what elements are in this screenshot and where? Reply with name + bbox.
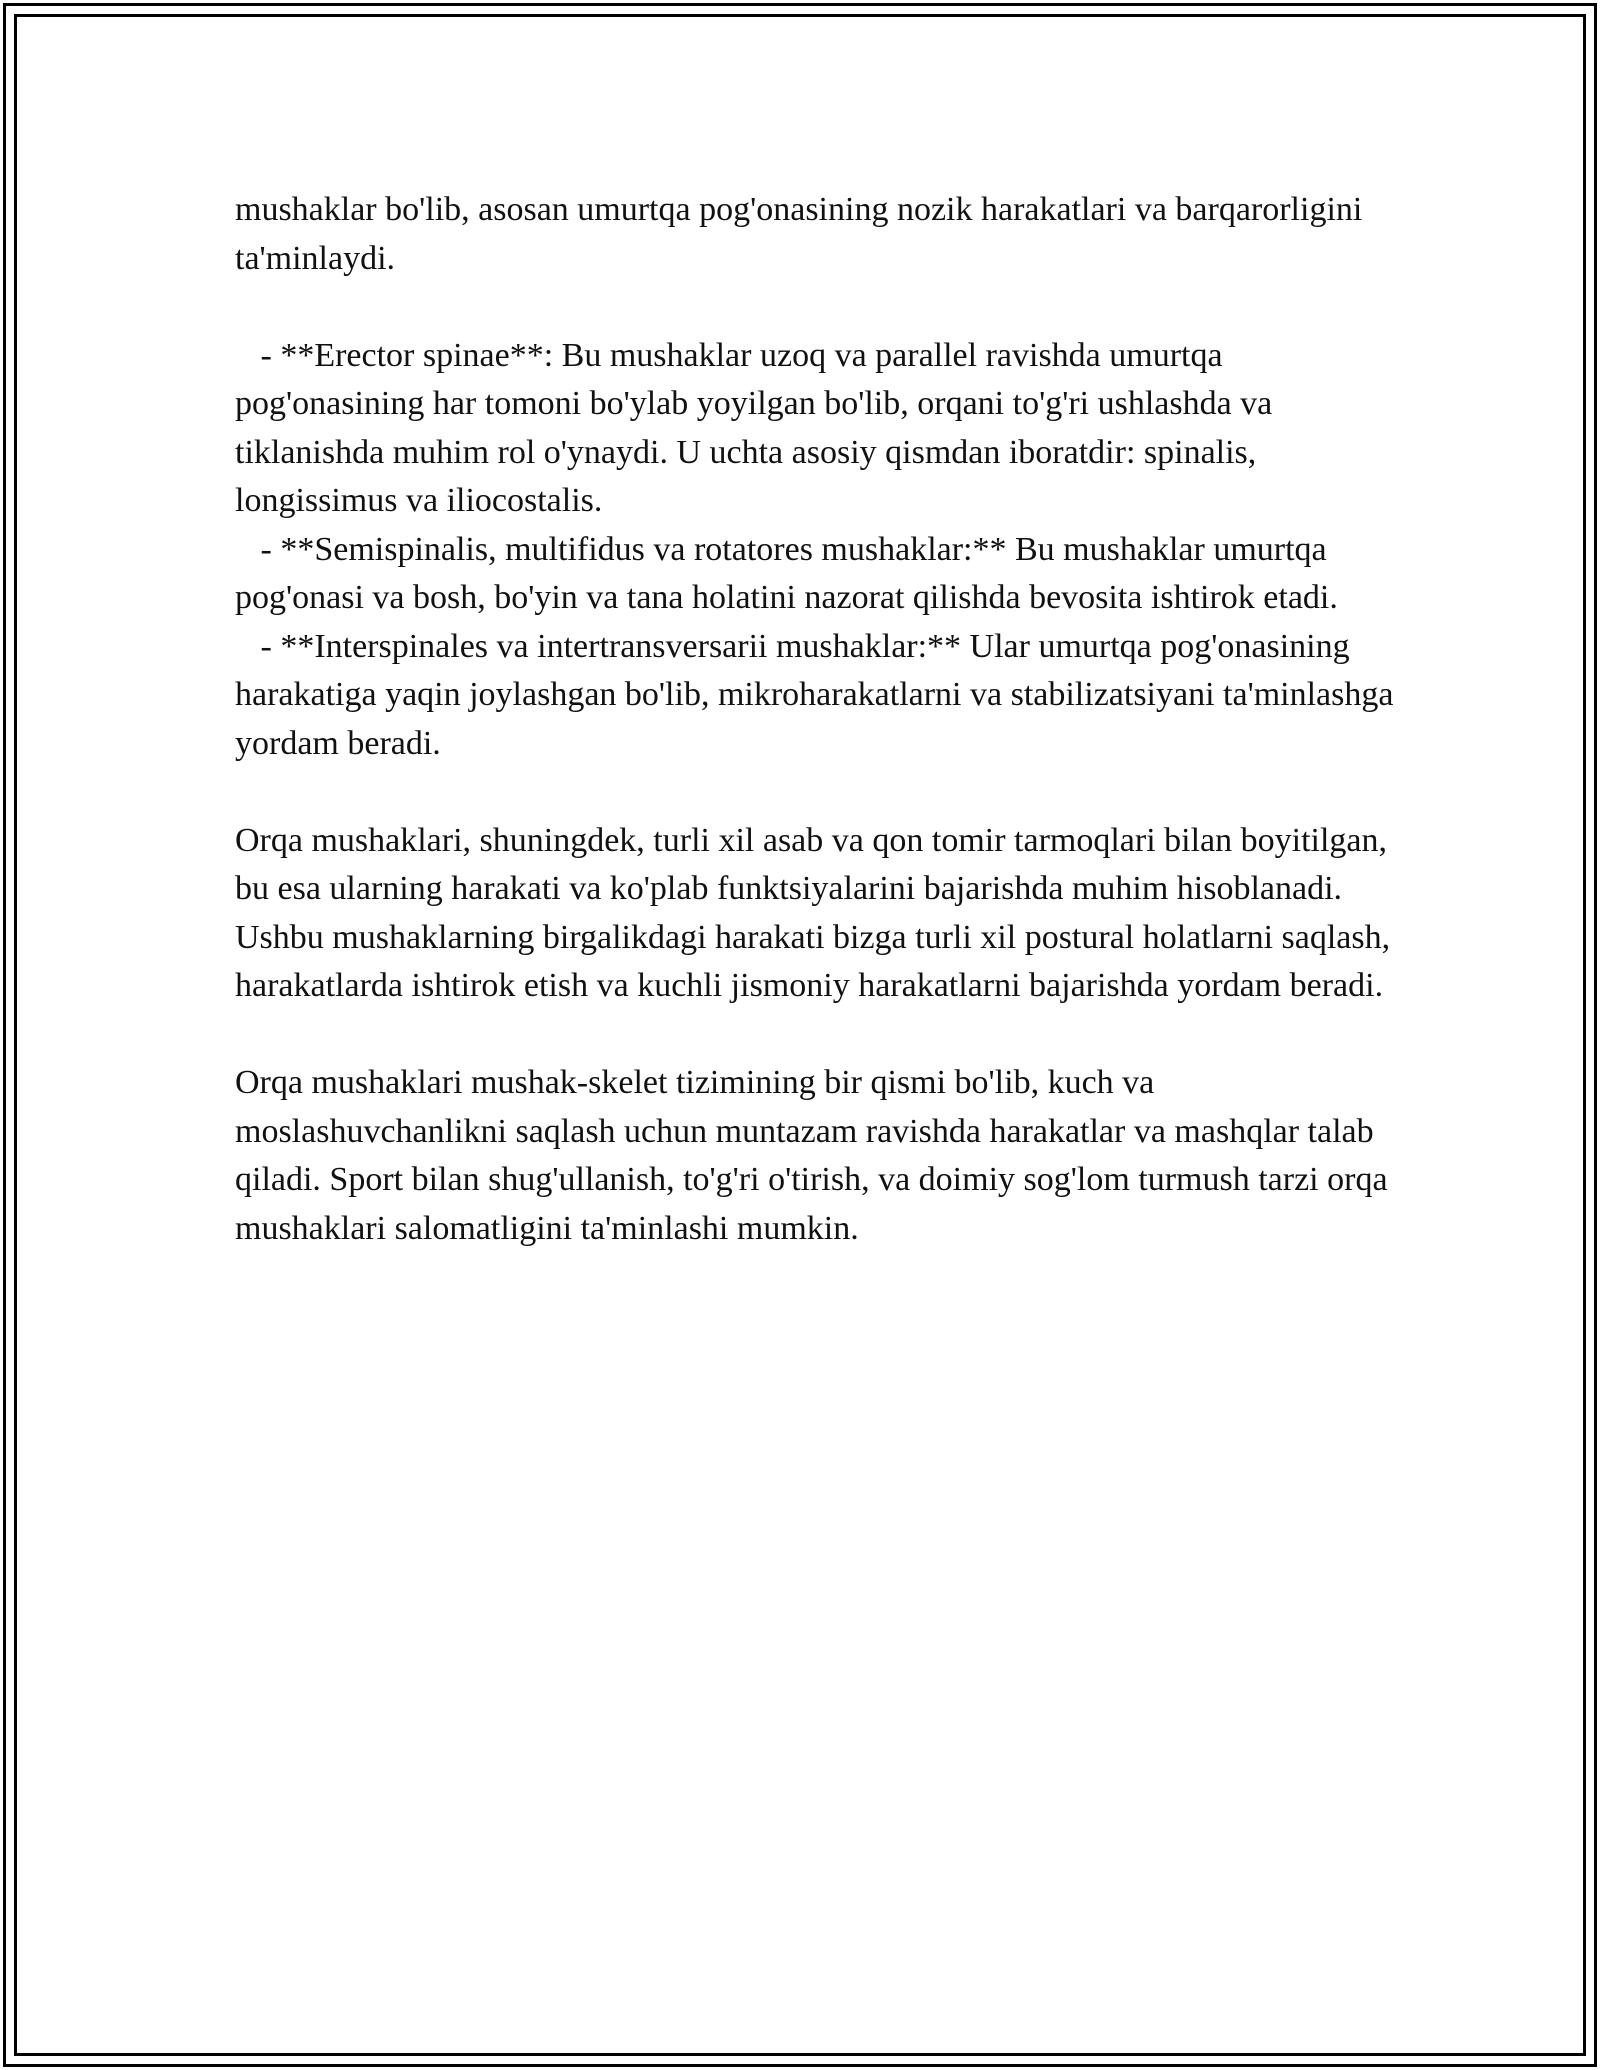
- list-item: [235, 332, 1395, 526]
- paragraph-health: [235, 1059, 1395, 1253]
- paragraph-nerves: [235, 817, 1395, 1011]
- list-item: [235, 526, 1395, 623]
- paragraph-intro: [235, 186, 1395, 283]
- paragraph-text: Orqa mushaklari, shuningdek, turli xil asab va qon tomir tarmoqlari bilan boyitilgan, bu esa ularning harakati va ko'plab funktsiyalarini bajarishda muhim hisoblanadi. Ushbu mushaklarning birgalikdagi harakati bizga turli xil postural holatlarni saqlash, harakatlarda ishtirok etish va kuchli jismoniy harakatlarni bajarishda yordam beradi.: [235, 821, 1391, 1004]
- list-item-text: - **Interspinales va intertransversarii mushaklar:** Ular umurtqa pog'onasining harakatiga yaqin joylashgan bo'lib, mikroharakatlarni va stabilizatsiyani ta'minlashga yordam beradi.: [235, 627, 1394, 762]
- list-item: [235, 623, 1395, 769]
- document-body: [235, 186, 1395, 1302]
- list-item-text: - **Semispinalis, multifidus va rotatores mushaklar:** Bu mushaklar umurtqa pog'onasi va bosh, bo'yin va tana holatini nazorat qilishda bevosita ishtirok etadi.: [235, 530, 1338, 616]
- paragraph-text: Orqa mushaklari mushak-skelet tizimining bir qismi bo'lib, kuch va moslashuvchanlikni saqlash uchun muntazam ravishda harakatlar va mashqlar talab qiladi. Sport bilan shug'ullanish, to'g'ri o'tirish, va doimiy sog'lom turmush tarzi orqa mushaklari salomatligini ta'minlashi mumkin.: [235, 1064, 1388, 1247]
- paragraph-text: mushaklar bo'lib, asosan umurtqa pog'onasining nozik harakatlari va barqarorligini ta'minlaydi.: [235, 191, 1363, 277]
- list-item-text: - **Erector spinae**: Bu mushaklar uzoq va parallel ravishda umurtqa pog'onasining har tomoni bo'ylab yoyilgan bo'lib, orqani to'g'ri ushlashda va tiklanishda muhim rol o'ynaydi. U uchta asosiy qismdan iboratdir: spinalis, longissimus va iliocostalis.: [235, 336, 1273, 519]
- muscle-list: [235, 332, 1395, 769]
